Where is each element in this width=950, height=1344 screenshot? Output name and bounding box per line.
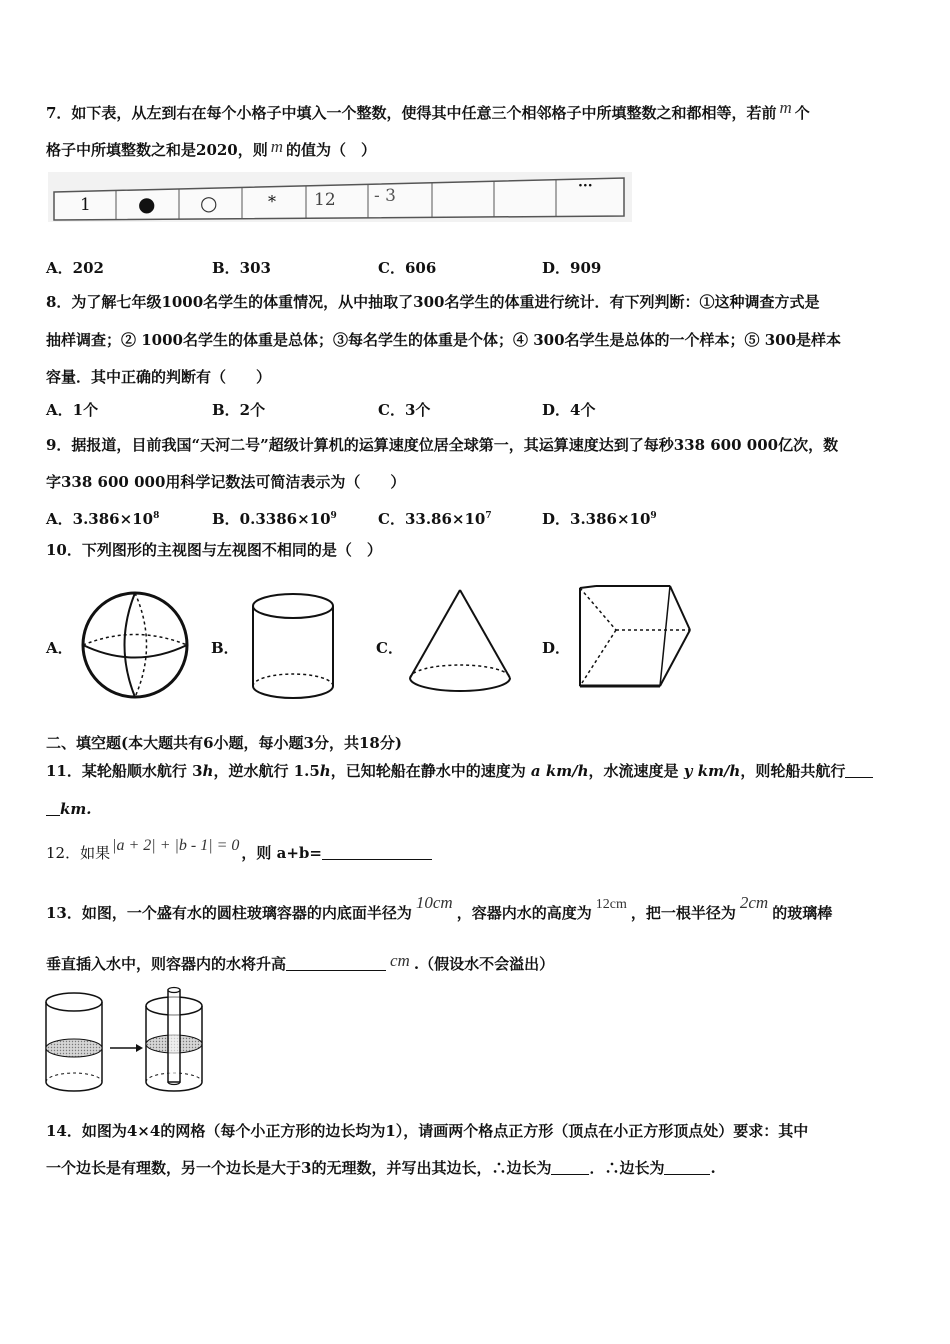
q7-option-c[interactable]: C．606 xyxy=(378,259,437,277)
q14-line2: 一个边长是有理数，另一个边长是大于3的无理数，并写出其边长，∴边长为 ．∴边长为 . xyxy=(46,1159,716,1177)
q8-line3: 容量．其中正确的判断有（ ） xyxy=(46,368,272,386)
sphere-figure xyxy=(78,588,192,702)
q8-option-a[interactable]: A．1个 xyxy=(46,401,99,419)
q9-option-b[interactable]: B．$0.3386\times 10^9$ xyxy=(212,510,337,528)
answer-blank[interactable] xyxy=(46,801,60,816)
answer-blank[interactable] xyxy=(322,845,432,860)
number-grid-figure xyxy=(48,172,632,222)
q7-line1: 7．如下表，从左到右在每个小格子中填入一个整数，使得其中任意三个相邻格子中所填整数之和都相等，若前 m 个 xyxy=(46,98,810,122)
q12-line: 12．如果 |a + 2| + |b - 1| = 0 ，则 a+b= xyxy=(46,843,432,864)
grid-cell-minus3: - 3 xyxy=(374,186,396,206)
grid-lines xyxy=(48,172,632,222)
grid-cell-1: 1 xyxy=(80,195,91,215)
absolute-value-formula: |a + 2| + |b - 1| = 0 xyxy=(112,837,240,854)
q11-line2: km. xyxy=(46,799,92,819)
q9-line1: 9．据报道，目前我国“天河二号”超级计算机的运算速度位居全球第一，其运算速度达到了每秒338 600 000亿次，数 xyxy=(46,436,839,454)
answer-blank[interactable] xyxy=(845,763,873,778)
q11-line1: 11．某轮船顺水航行 3h，逆水航行 1.5h，已知轮船在静水中的速度为 a km/h，水流速度是 y km/h，则轮船共航行 xyxy=(46,761,873,781)
q8-option-b[interactable]: B．2个 xyxy=(212,401,266,419)
q7-option-a[interactable]: A．202 xyxy=(46,259,104,277)
filled-circle-icon: ● xyxy=(138,192,156,216)
answer-blank[interactable] xyxy=(286,956,386,971)
q8-line1: 8．为了解七年级1000名学生的体重情况，从中抽取了300名学生的体重进行统计．有下列判断：①这种调查方式是 xyxy=(46,293,820,311)
prism-figure xyxy=(572,580,698,692)
q9-option-c[interactable]: C．$33.86\times 10^7$ xyxy=(378,510,492,528)
q10-label-c[interactable]: C． xyxy=(376,639,403,657)
cylinder-figure xyxy=(248,590,338,706)
q8-line2: 抽样调查；② 1000名学生的体重是总体；③每名学生的体重是个体；④ 300名学生是总体的一个样本；⑤ 300是样本 xyxy=(46,331,842,349)
q9-option-d[interactable]: D．$3.386\times 10^9$ xyxy=(542,510,657,528)
q8-option-d[interactable]: D．4个 xyxy=(542,401,596,419)
grid-cell-12: 12 xyxy=(314,190,336,210)
empty-circle-icon: ○ xyxy=(200,191,218,215)
q7-option-d[interactable]: D．909 xyxy=(542,259,602,277)
cylinder-rod-figure xyxy=(44,986,216,1098)
q10-label-a[interactable]: A． xyxy=(46,639,73,657)
q10-label-b[interactable]: B． xyxy=(211,639,239,657)
q8-option-c[interactable]: C．3个 xyxy=(378,401,431,419)
q9-line2: 字338 600 000用科学记数法可简洁表示为（ ） xyxy=(46,473,406,491)
section2-title: 二、填空题(本大题共有6小题，每小题3分，共18分) xyxy=(46,734,402,752)
q10-label-d[interactable]: D． xyxy=(542,639,571,657)
q7-option-b[interactable]: B．303 xyxy=(212,259,271,277)
var-m: m xyxy=(270,137,284,156)
answer-blank[interactable] xyxy=(664,1160,710,1175)
q13-line1: 13．如图，一个盛有水的圆柱玻璃容器的内底面半径为10cm，容器内水的高度为 12cm ，把一根半径为2cm的玻璃棒 xyxy=(46,893,833,922)
q7-line2: 格子中所填整数之和是2020，则 m 的值为（ ） xyxy=(46,137,377,159)
q14-line1: 14．如图为4×4的网格（每个小正方形的边长均为1），请画两个格点正方形（顶点在小正方形顶点处）要求：其中 xyxy=(46,1122,809,1140)
ellipsis-icon: ··· xyxy=(578,178,593,194)
answer-blank[interactable] xyxy=(551,1160,589,1175)
star-symbol: * xyxy=(268,192,276,211)
cone-figure xyxy=(404,586,516,698)
q13-line2: 垂直插入水中，则容器内的水将升高 cm .（假设水不会溢出） xyxy=(46,951,555,973)
var-m: m xyxy=(779,98,792,117)
q9-option-a[interactable]: A．$3.386\times 10^8$ xyxy=(46,510,160,528)
q10-line1: 10．下列图形的主视图与左视图不相同的是（ ） xyxy=(46,541,382,559)
